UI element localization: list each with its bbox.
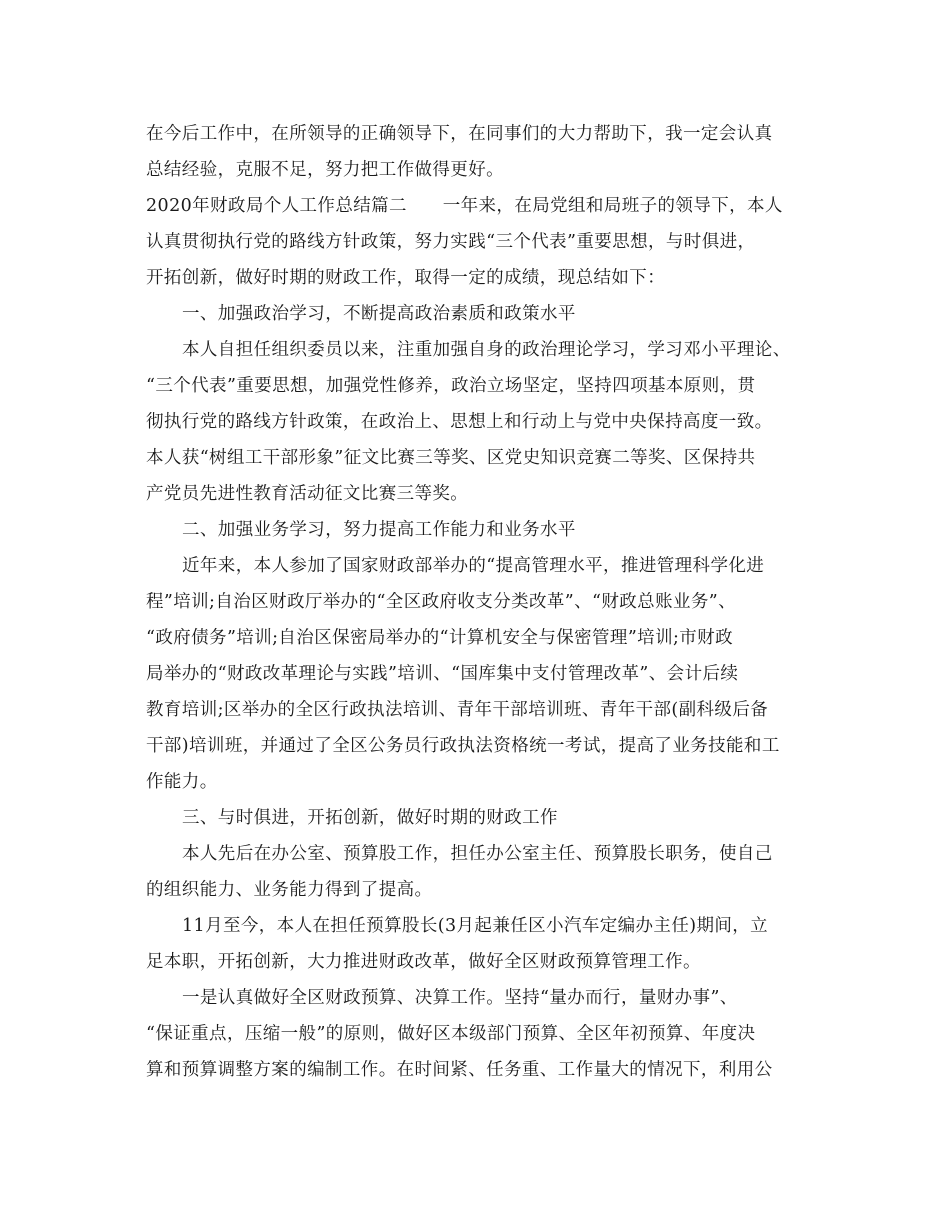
text-line: 程”培训;自治区财政厅举办的“全区政府收支分类改革”、“财政总账业务”、 bbox=[146, 592, 737, 612]
text-line: 本人自担任组织委员以来，注重加强自身的政治理论学习，学习邓小平理论、 bbox=[182, 340, 791, 360]
text-line: 干部)培训班，并通过了全区公务员行政执法资格统一考试，提高了业务技能和工 bbox=[146, 736, 780, 756]
text-line: 本人获“树组工干部形象”征文比赛三等奖、区党史知识竞赛二等奖、区保持共 bbox=[146, 448, 756, 468]
text-line: 总结经验，克服不足，努力把工作做得更好。 bbox=[146, 160, 504, 180]
document-body bbox=[146, 116, 806, 1088]
section-heading-3: 三、与时俱进，开拓创新，做好时期的财政工作 bbox=[182, 808, 558, 828]
text-line: 教育培训;区举办的全区行政执法培训、青年干部培训班、青年干部(副科级后备 bbox=[146, 700, 769, 720]
text-line: 在今后工作中，在所领导的正确领导下，在同事们的大力帮助下，我一定会认真 bbox=[146, 124, 773, 144]
section-heading-1: 一、加强政治学习，不断提高政治素质和政策水平 bbox=[182, 304, 576, 324]
text-line: 算和预算调整方案的编制工作。在时间紧、任务重、工作量大的情况下，利用公 bbox=[146, 1060, 773, 1080]
text-line: 本人先后在办公室、预算股工作，担任办公室主任、预算股长职务，使自己 bbox=[182, 844, 773, 864]
text-line: 一是认真做好全区财政预算、决算工作。坚持“量办而行，量财办事”、 bbox=[182, 988, 738, 1008]
text-line: 局举办的“财政改革理论与实践”培训、“国库集中支付管理改革”、会计后续 bbox=[146, 664, 739, 684]
text-line: 足本职，开拓创新，大力推进财政改革，做好全区财政预算管理工作。 bbox=[146, 952, 701, 972]
text-line: 认真贯彻执行党的路线方针政策，努力实践“三个代表”重要思想，与时俱进， bbox=[146, 232, 756, 252]
text-line: 近年来，本人参加了国家财政部举办的“提高管理水平，推进管理科学化进 bbox=[182, 556, 765, 576]
text-line: “政府债务”培训;自治区保密局举办的“计算机安全与保密管理”培训;市财政 bbox=[146, 628, 733, 648]
text-line: 11月至今，本人在担任预算股长(3月起兼任区小汽车定编办主任)期间，立 bbox=[182, 916, 769, 936]
text-line: 彻执行党的路线方针政策，在政治上、思想上和行动上与党中央保持高度一致。 bbox=[146, 412, 773, 432]
text-line: “保证重点，压缩一般”的原则，做好区本级部门预算、全区年初预算、年度决 bbox=[146, 1024, 756, 1044]
text-line: 开拓创新，做好时期的财政工作，取得一定的成绩，现总结如下： bbox=[146, 268, 666, 288]
section-heading-2: 二、加强业务学习，努力提高工作能力和业务水平 bbox=[182, 520, 576, 540]
text-line: 2020年财政局个人工作总结篇二 一年来，在局党组和局班子的领导下，本人 bbox=[146, 196, 783, 216]
text-line: 作能力。 bbox=[146, 772, 218, 792]
text-line: “三个代表”重要思想，加强党性修养，政治立场坚定，坚持四项基本原则，贯 bbox=[146, 376, 756, 396]
text-line: 的组织能力、业务能力得到了提高。 bbox=[146, 880, 433, 900]
text-line: 产党员先进性教育活动征文比赛三等奖。 bbox=[146, 484, 469, 504]
